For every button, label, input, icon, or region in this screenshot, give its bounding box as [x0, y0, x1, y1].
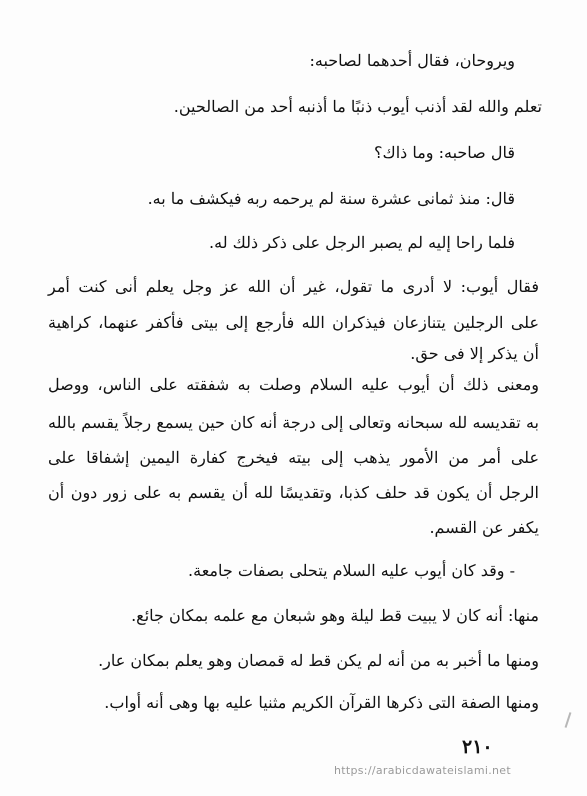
- text-line-16: ومنها ما أخبر به من أنه لم يكن قط له قمصان وهو يعلم بمكان عار.: [98, 651, 539, 670]
- text-line-15: منها: أنه كان لا يبيت قط ليلة وهو شبعان مع علمه بمكان جائع.: [131, 606, 539, 625]
- text-line-3: قال صاحبه: وما ذاك؟: [374, 143, 515, 162]
- text-line-10: به تقديسه لله سبحانه وتعالى إلى درجة أنه كان حين يسمع رجلاً يقسم بالله: [48, 413, 539, 432]
- text-line-4: قال: منذ ثمانى عشرة سنة لم يرحمه ربه فيكشف ما به.: [147, 189, 515, 208]
- text-line-9: ومعنى ذلك أن أيوب عليه السلام وصلت به شفقته على الناس، ووصل: [48, 375, 539, 394]
- page-number: ٢١٠: [462, 736, 493, 758]
- text-line-2: تعلم والله لقد أذنب أيوب ذنبًا ما أذنبه أحد من الصالحين.: [173, 97, 542, 116]
- text-line-1: ويروحان، فقال أحدهما لصاحبه:: [309, 51, 515, 70]
- text-line-7: على الرجلين يتنازعان فيذكران الله فأرجع إلى بيتى فأكفر عنهما، كراهية: [48, 313, 539, 332]
- watermark-url: https://arabicdawateislami.net: [334, 764, 511, 777]
- text-line-8: أن يذكر إلا فى حق.: [410, 344, 539, 363]
- text-line-14: - وقد كان أيوب عليه السلام يتحلى بصفات جامعة.: [188, 561, 515, 580]
- text-line-6: فقال أيوب: لا أدرى ما تقول، غير أن الله عز وجل يعلم أنى كنت أمر: [48, 277, 539, 296]
- text-line-5: فلما راحا إليه لم يصبر الرجل على ذكر ذلك له.: [209, 233, 515, 252]
- text-line-11: على أمر من الأمور يذهب إلى بيته فيخرج كفارة اليمين إشفاقا على: [48, 448, 540, 467]
- text-line-13: يكفر عن القسم.: [429, 518, 539, 537]
- scan-mark: [565, 712, 572, 728]
- text-line-17: ومنها الصفة التى ذكرها القرآن الكريم مثنيا عليه بها وهى أنه أواب.: [104, 693, 539, 712]
- text-line-12: الرجل أن يكون قد حلف كذبا، وتقديسًا لله أن يقسم به على زور دون أن: [48, 483, 539, 502]
